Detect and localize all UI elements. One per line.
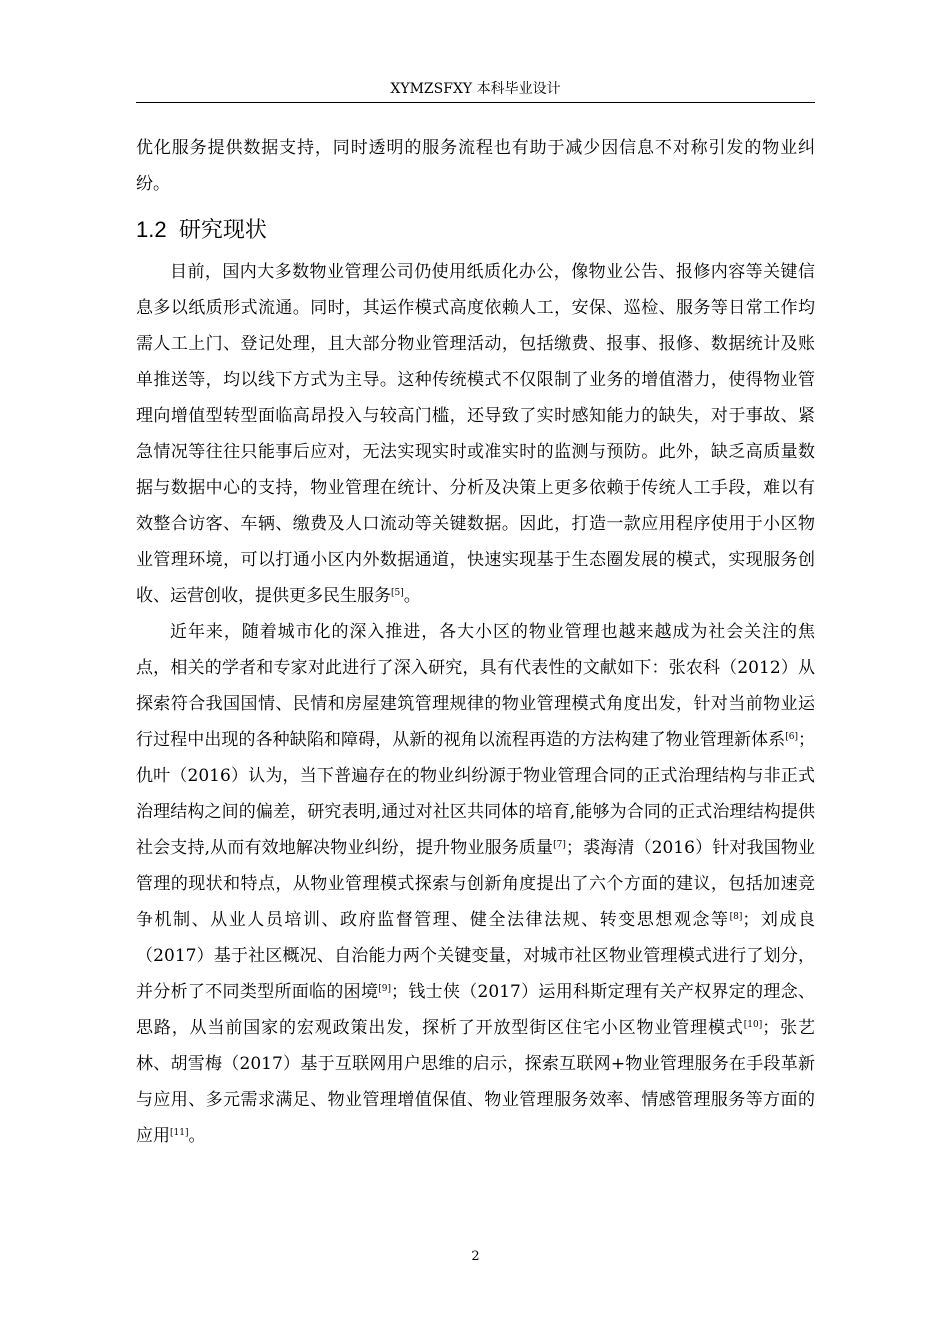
paragraph-text: ；裘海清（2016）针对我国物业管理的现状和特点，从物业管理模式探索与创新角度提出了六个方面的建议，包括加速竞争机制、从业人员培训、政府监督管理、健全法律法规、转变思想观念等 xyxy=(136,838,815,930)
page-body xyxy=(136,130,815,1154)
citation: [8] xyxy=(729,912,743,922)
section-number: 1.2 xyxy=(136,217,167,242)
citation: [9] xyxy=(378,984,392,994)
paragraph-literature-review xyxy=(136,614,815,1154)
citation: [5] xyxy=(391,588,404,598)
paragraph-end: 。 xyxy=(403,586,421,606)
citation: [6] xyxy=(785,732,798,742)
running-header: XYMZSFXY 本科毕业设计 xyxy=(390,81,561,97)
paragraph-text: ；钱士侠（2017）运用科斯定理有关产权界定的理念、思路，从当前国家的宏观政策出发，探析了开放型街区住宅小区物业管理模式 xyxy=(136,982,816,1038)
citation: [11] xyxy=(170,1128,189,1138)
continuation-paragraph: 优化服务提供数据支持，同时透明的服务流程也有助于减少因信息不对称引发的物业纠纷。 xyxy=(136,138,815,194)
paragraph-text: ；刘成良（2017）基于社区概况、自治能力两个关键变量，对城市社区物业管理模式进行了划分，并分析了不同类型所面临的困境 xyxy=(136,910,816,1002)
paragraph-text: ；张艺林、胡雪梅（2017）基于互联网用户思维的启示，探索互联网+物业管理服务在手段革新与应用、多元需求满足、物业管理增值保值、物业管理服务效率、情感管理服务等方面的应用 xyxy=(136,1018,816,1146)
paragraph-text: ；仇叶（2016）认为，当下普遍存在的物业纠纷源于物业管理合同的正式治理结构与非正式治理结构之间的偏差，研究表明,通过对社区共同体的培育,能够为合同的正式治理结构提供社会支持,从而有效地解决物业纠纷，提升物业服务质量 xyxy=(136,730,815,858)
paragraph-text: 目前，国内大多数物业管理公司仍使用纸质化办公，像物业公告、报修内容等关键信息多以纸质形式流通。同时，其运作模式高度依赖人工，安保、巡检、服务等日常工作均需人工上门、登记处理，且大部分物业管理活动，包括缴费、报事、报修、数据统计及账单推送等，均以线下方式为主导。这种传统模式不仅限制了业务的增值潜力，使得物业管理向增值型转型面临高昂投入与较高门槛，还导致了实时感知能力的缺失，对于事故、紧急情况等往往只能事后应对，无法实现实时或准实时的监测与预防。此外，缺乏高质量数据与数据中心的支持，物业管理在统计、分析及决策上更多依赖于传统人工手段，难以有效整合访客、车辆、缴费及人口流动等关键数据。因此，打造一款应用程序使用于小区物业管理环境，可以打通小区内外数据通道，快速实现基于生态圈发展的模式，实现服务创收、运营创收，提供更多民生服务 xyxy=(136,262,815,606)
header-rule xyxy=(136,102,815,103)
section-heading xyxy=(136,210,815,250)
citation: [7] xyxy=(553,840,566,850)
citation: [10] xyxy=(743,1020,763,1030)
paragraph-current-status xyxy=(136,254,815,614)
paragraph-text: 近年来，随着城市化的深入推进，各大小区的物业管理也越来越成为社会关注的焦点，相关的学者和专家对此进行了深入研究，具有代表性的文献如下：张农科（2012）从探索符合我国国情、民情和房屋建筑管理规律的物业管理模式角度出发，针对当前物业运行过程中出现的各种缺陷和障碍，从新的视角以流程再造的方法构建了物业管理新体系 xyxy=(136,622,815,750)
page-number: 2 xyxy=(471,1249,480,1264)
section-title: 研究现状 xyxy=(178,217,267,242)
paragraph-end: 。 xyxy=(188,1126,206,1146)
